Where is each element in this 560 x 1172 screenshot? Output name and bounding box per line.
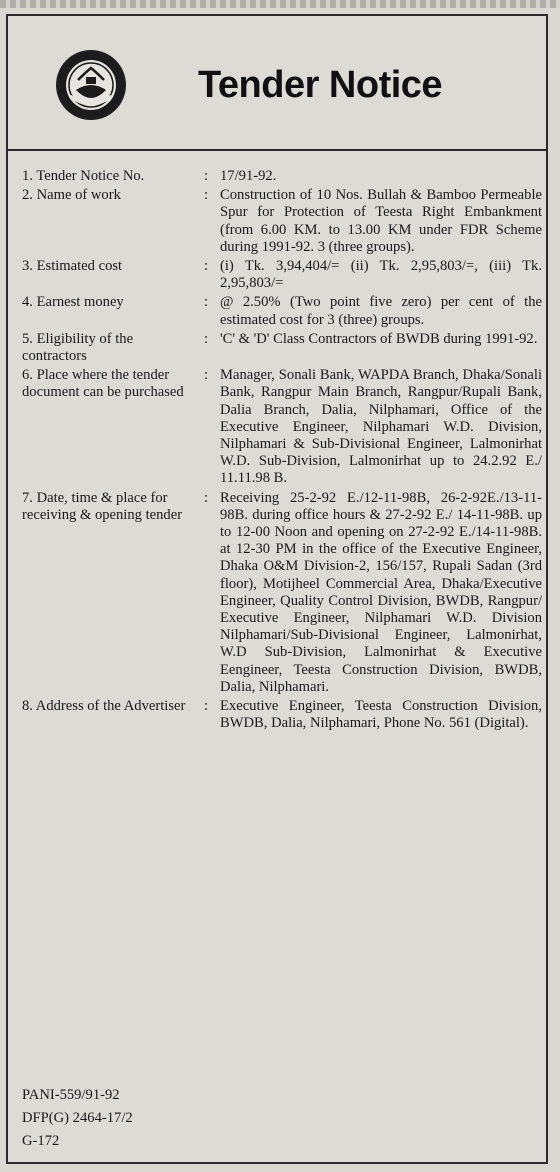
page-title: Tender Notice bbox=[198, 64, 443, 106]
item-label: 7. Date, time & place for receiving & opening tender bbox=[22, 489, 183, 523]
item-value: Executive Engineer, Teesta Construction Division, BWDB, Dalia, Nilphamari, Phone No. 561 (Digital). bbox=[220, 698, 542, 732]
item-colon: : bbox=[204, 168, 209, 184]
reference-code-g: G-172 bbox=[22, 1133, 60, 1149]
reference-codes bbox=[22, 1084, 133, 1153]
notice-item-name-of-work bbox=[22, 187, 542, 256]
item-value: Construction of 10 Nos. Bullah & Bamboo Permeable Spur for Protection of Teesta Right Embankment (from 6.00 KM. to 13.00 KM under FDR Scheme during 1991-92. 3 (three groups). bbox=[220, 187, 542, 255]
notice-item-tender-no bbox=[22, 168, 542, 185]
item-value: 'C' & 'D' Class Contractors of BWDB during 1991-92. bbox=[220, 330, 538, 347]
item-value: Receiving 25-2-92 E./12-11-98B, 26-2-92E./13-11-98B. during office hours & 27-2-92 E./ 14-11-98B. up to 12-00 Noon and opening on 27-2-92 E./14-11-98B. at 12-30 PM in the office of the Executive Engineer, Dhaka O&M Division-2, 156/157, Rupali Sadan (3rd floor), Motijheel Commercial Area, Dhaka/Executive Engineer, Quality Control Division, BWDB, Rangpur/ Executive Engineer, Nilphamari W.D. Division Nilphamari/Sub-Divisional Engineer, Lalmonirhat, W.D Sub-Division, Lalmonirhat & Executive Eengineer, Teesta Construction Division, BWDB, Dalia, Nilphamari. bbox=[220, 489, 542, 695]
item-colon: : bbox=[204, 367, 209, 384]
notice-item-advertiser-address bbox=[22, 698, 542, 732]
item-label: 2. Name of work bbox=[22, 187, 121, 204]
notice-header bbox=[8, 16, 546, 146]
item-value: Manager, Sonali Bank, WAPDA Branch, Dhaka/Sonali Bank, Rangpur Main Branch, Rangpur/Rupali Bank, Dalia Branch, Dalia, Nilphamari, Office of the Executive Engineer, Nilphamari W.D. Division, Nilphamari & Sub-Divisional Engineer, Lalmonirhat W.D. Sub-Division, Lalmonirhat up to 24.2.92 E./ 11.11.98 B. bbox=[220, 367, 542, 487]
item-value: 17/91-92. bbox=[220, 168, 277, 184]
notice-items bbox=[22, 168, 542, 735]
item-label: 1. Tender Notice No. bbox=[22, 168, 145, 184]
government-seal-icon bbox=[56, 50, 126, 120]
notice-item-eligibility bbox=[22, 331, 542, 365]
item-colon: : bbox=[204, 489, 209, 506]
notice-item-receiving-opening bbox=[22, 490, 542, 696]
notice-item-estimated-cost bbox=[22, 258, 542, 292]
item-label: 8. Address of the Advertiser bbox=[22, 698, 186, 715]
reference-code-pani: PANI-559/91-92 bbox=[22, 1087, 120, 1103]
item-label: 6. Place where the tender document can be purchased bbox=[22, 367, 184, 401]
item-value: (i) Tk. 3,94,404/= (ii) Tk. 2,95,803/=, (iii) Tk. 2,95,803/= bbox=[220, 258, 542, 292]
notice-item-purchase-place bbox=[22, 367, 542, 487]
item-label: 3. Estimated cost bbox=[22, 258, 123, 275]
item-label: 5. Eligibility of the contractors bbox=[22, 330, 134, 365]
reference-code-dfp: DFP(G) 2464-17/2 bbox=[22, 1110, 133, 1126]
item-colon: : bbox=[204, 258, 209, 275]
item-colon: : bbox=[204, 294, 209, 311]
item-label: 4. Earnest money bbox=[22, 294, 124, 311]
tender-notice-box bbox=[6, 14, 548, 1164]
top-edge-strip bbox=[0, 0, 560, 8]
item-colon: : bbox=[204, 187, 209, 204]
item-colon: : bbox=[204, 698, 209, 715]
item-colon: : bbox=[204, 330, 209, 347]
notice-item-earnest-money bbox=[22, 294, 542, 328]
header-divider bbox=[8, 149, 546, 151]
item-value: @ 2.50% (Two point five zero) per cent of the estimated cost for 3 (three) groups. bbox=[220, 294, 542, 328]
